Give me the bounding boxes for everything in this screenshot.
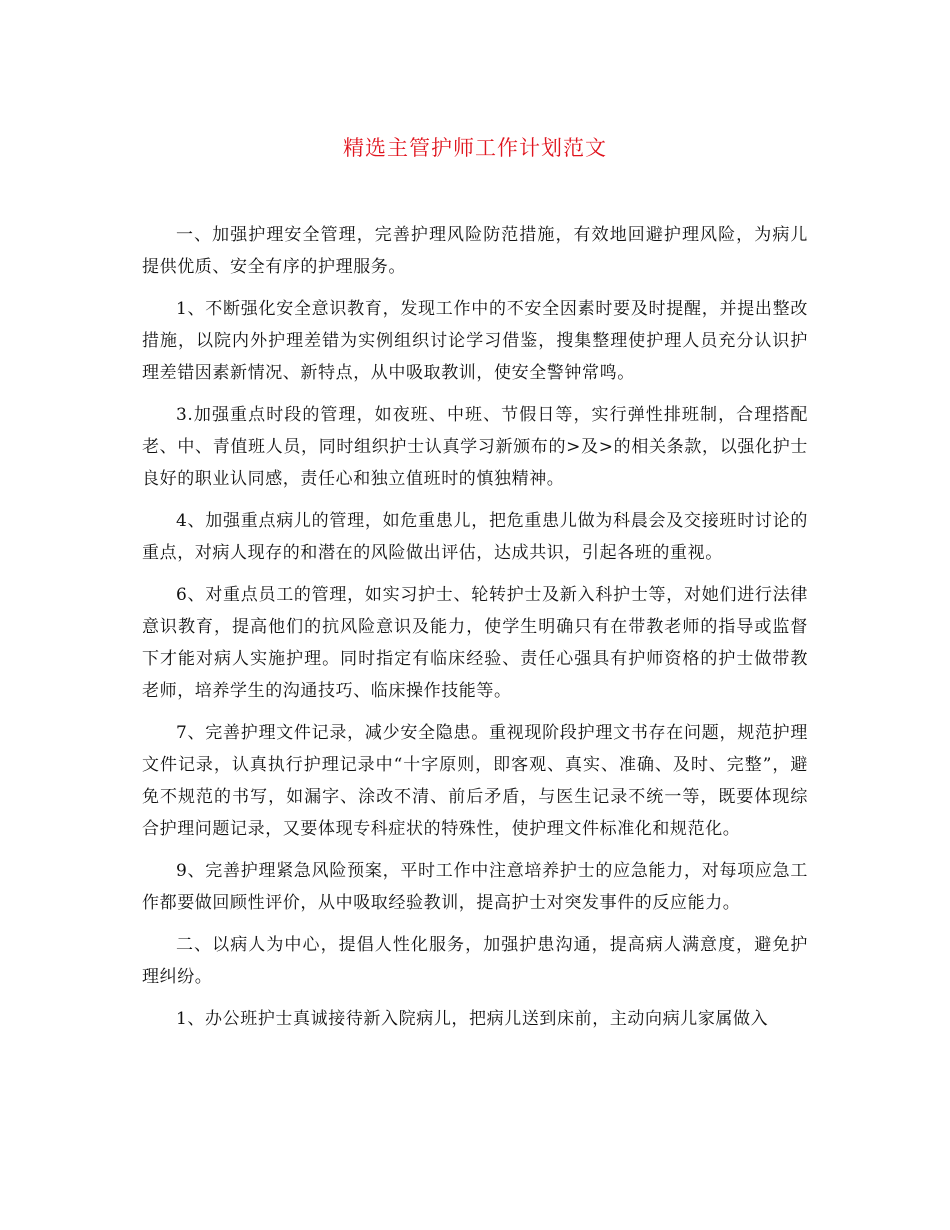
paragraph-3: 3.加强重点时段的管理，如夜班、中班、节假日等，实行弹性排班制，合理搭配老、中、青值班人员，同时组织护士认真学习新颁布的>及>的相关条款，以强化护士良好的职业认同感，责任心和独立值班时的慎独精神。 — [142, 405, 808, 489]
paragraph-1: 一、加强护理安全管理，完善护理风险防范措施，有效地回避护理风险，为病儿提供优质、安全有序的护理服务。 — [142, 225, 808, 277]
paragraph-4: 4、加强重点病儿的管理，如危重患儿，把危重患儿做为科晨会及交接班时讨论的重点，对病人现存的和潜在的风险做出评估，达成共识，引起各班的重视。 — [142, 511, 808, 563]
paragraph-9: 1、办公班护士真诚接待新入院病儿，把病儿送到床前，主动向病儿家属做入 — [176, 1009, 769, 1029]
paragraph-7: 9、完善护理紧急风险预案，平时工作中注意培养护士的应急能力，对每项应急工作都要做回顾性评价，从中吸取经验教训，提高护士对突发事件的反应能力。 — [142, 861, 808, 913]
document-title: 精选主管护师工作计划范文 — [343, 136, 607, 160]
paragraph-6: 7、完善护理文件记录，减少安全隐患。重视现阶段护理文书存在问题，规范护理文件记录，认真执行护理记录中“十字原则，即客观、真实、准确、及时、完整”，避免不规范的书写，如漏字、涂改不清、前后矛盾，与医生记录不统一等，既要体现综合护理问题记录，又要体现专科症状的特殊性，使护理文件标准化和规范化。 — [142, 723, 808, 839]
paragraph-2: 1、不断强化安全意识教育，发现工作中的不安全因素时要及时提醒，并提出整改措施，以院内外护理差错为实例组织讨论学习借鉴，搜集整理使护理人员充分认识护理差错因素新情况、新特点，从中吸取教训，使安全警钟常鸣。 — [142, 299, 808, 383]
paragraph-5: 6、对重点员工的管理，如实习护士、轮转护士及新入科护士等，对她们进行法律意识教育，提高他们的抗风险意识及能力，使学生明确只有在带教老师的指导或监督下才能对病人实施护理。同时指定有临床经验、责任心强具有护师资格的护士做带教老师，培养学生的沟通技巧、临床操作技能等。 — [142, 585, 808, 701]
paragraph-8: 二、以病人为中心，提倡人性化服务，加强护患沟通，提高病人满意度，避免护理纠纷。 — [142, 935, 808, 987]
